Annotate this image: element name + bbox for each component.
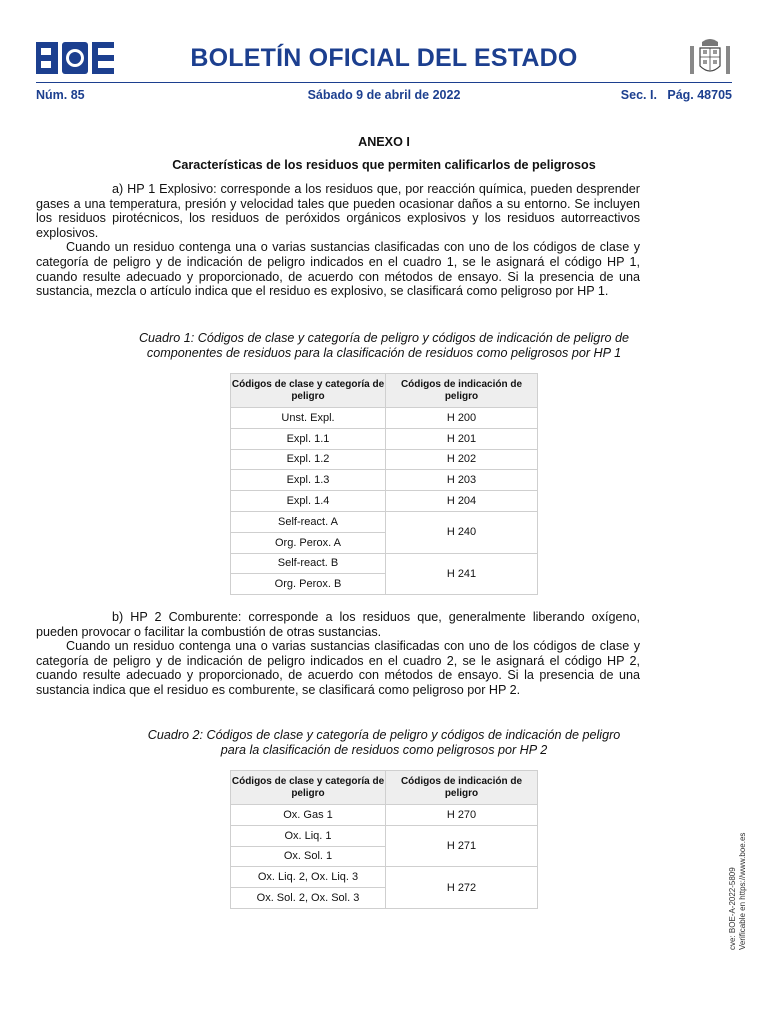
table-cell: Expl. 1.4: [231, 491, 386, 512]
table2-caption-line2: para la clasificación de residuos como peligrosos por HP 2: [220, 742, 548, 757]
table1: [230, 373, 538, 595]
section-page: [621, 88, 732, 102]
issue-date: Sábado 9 de abril de 2022: [307, 88, 461, 102]
table-cell: Ox. Gas 1: [231, 805, 386, 826]
table-header-code: Códigos de indicación de peligro: [386, 771, 538, 805]
table-cell: Ox. Liq. 2, Ox. Liq. 3: [231, 867, 386, 888]
table1-caption: [80, 331, 688, 360]
table-cell: Self-react. B: [231, 553, 386, 574]
table-row: [231, 408, 538, 429]
header-rule: [36, 82, 732, 83]
table-cell: Expl. 1.2: [231, 449, 386, 470]
table-cell: H 204: [386, 491, 538, 512]
table-cell: H 270: [386, 805, 538, 826]
paragraph-hp2-rule: Cuando un residuo contenga una o varias sustancias clasificadas con uno de los códigos de clase y categoría de peligro y de indicación de peligro indicados en el cuadro 2, se le asignará el código HP 2, cuando resulte adecuado y proporcionado, de acuerdo con métodos de ensayo. Si la presencia de una sustancia indica que el residuo es comburente, se clasificará como peligroso por HP 2.: [36, 639, 640, 697]
annex-title: ANEXO I: [358, 135, 410, 149]
table-cell: Self-react. A: [231, 511, 386, 532]
table-row: [231, 825, 538, 846]
table-row: [231, 867, 538, 888]
table-cell: Expl. 1.3: [231, 470, 386, 491]
table1-caption-line2: componentes de residuos para la clasificación de residuos como peligrosos por HP 1: [146, 345, 622, 360]
cve-code: cve: BOE-A-2022-5809: [728, 867, 737, 950]
section-a: [36, 182, 640, 299]
page-label: Pág. 48705: [667, 88, 732, 102]
table-cell: H 203: [386, 470, 538, 491]
annex-subtitle: Características de los residuos que permiten calificarlos de peligrosos: [172, 158, 596, 172]
table-cell: Ox. Sol. 2, Ox. Sol. 3: [231, 888, 386, 909]
table2-caption-line1: Cuadro 2: Códigos de clase y categoría de peligro y códigos de indicación de peligro: [147, 728, 621, 742]
paragraph-hp1-rule: Cuando un residuo contenga una o varias sustancias clasificadas con uno de los códigos de clase y categoría de peligro y de indicación de peligro indicados en el cuadro 1, se le asignará el código HP 1, cuando resulte adecuado y proporcionado, de acuerdo con métodos de ensayo. Si la presencia de una sustancia, mezcla o artículo indica que el residuo es explosivo, se clasificará como peligroso por HP 1.: [36, 240, 640, 299]
table-cell: H 201: [386, 428, 538, 449]
table-cell: Org. Perox. B: [231, 574, 386, 595]
issue-number: Núm. 85: [36, 88, 85, 102]
paragraph-hp2-intro: b) HP 2 Comburente: corresponde a los residuos que, generalmente liberando oxígeno, pueden provocar o facilitar la combustión de otras sustancias.: [36, 610, 640, 639]
table-header-class: Códigos de clase y categoría de peligro: [231, 374, 386, 408]
table-cell: Unst. Expl.: [231, 408, 386, 429]
table-cell: Ox. Liq. 1: [231, 825, 386, 846]
coat-of-arms-icon: [688, 36, 732, 80]
table-cell: H 241: [386, 553, 538, 595]
table-cell: H 240: [386, 511, 538, 553]
table-header-class: Códigos de clase y categoría de peligro: [231, 771, 386, 805]
section-label: Sec. I.: [620, 88, 657, 102]
table-header-row: [231, 771, 538, 805]
table-cell: Org. Perox. A: [231, 532, 386, 553]
verification-link[interactable]: Verificable en https://www.boe.es: [738, 832, 747, 950]
section-b: [36, 610, 640, 698]
table-header-row: [231, 374, 538, 408]
table-row: [231, 805, 538, 826]
table-cell: H 271: [386, 825, 538, 867]
table-cell: H 202: [386, 449, 538, 470]
table-cell: Expl. 1.1: [231, 428, 386, 449]
table2-caption: [80, 728, 688, 757]
table-header-code: Códigos de indicación de peligro: [386, 374, 538, 408]
table-cell: H 200: [386, 408, 538, 429]
table-row: [231, 491, 538, 512]
verification-note: [728, 820, 748, 950]
table-cell: H 272: [386, 867, 538, 909]
table-cell: Ox. Sol. 1: [231, 846, 386, 867]
table-row: [231, 449, 538, 470]
paragraph-hp1-intro: a) HP 1 Explosivo: corresponde a los residuos que, por reacción química, pueden desprender gases a una temperatura, presión y velocidad tales que pueden ocasionar daños a su entorno. Se incluyen los residuos pirotécnicos, los residuos de peróxidos orgánicos explosivos y los residuos autorreactivos explosivos.: [36, 182, 640, 240]
table-row: [231, 428, 538, 449]
table-row: [231, 553, 538, 574]
table2: [230, 770, 538, 909]
table-row: [231, 511, 538, 532]
table1-caption-line1: Cuadro 1: Códigos de clase y categoría de peligro y códigos de indicación de peligro de: [138, 331, 630, 345]
page-title: BOLETÍN OFICIAL DEL ESTADO: [190, 44, 578, 72]
table-row: [231, 470, 538, 491]
